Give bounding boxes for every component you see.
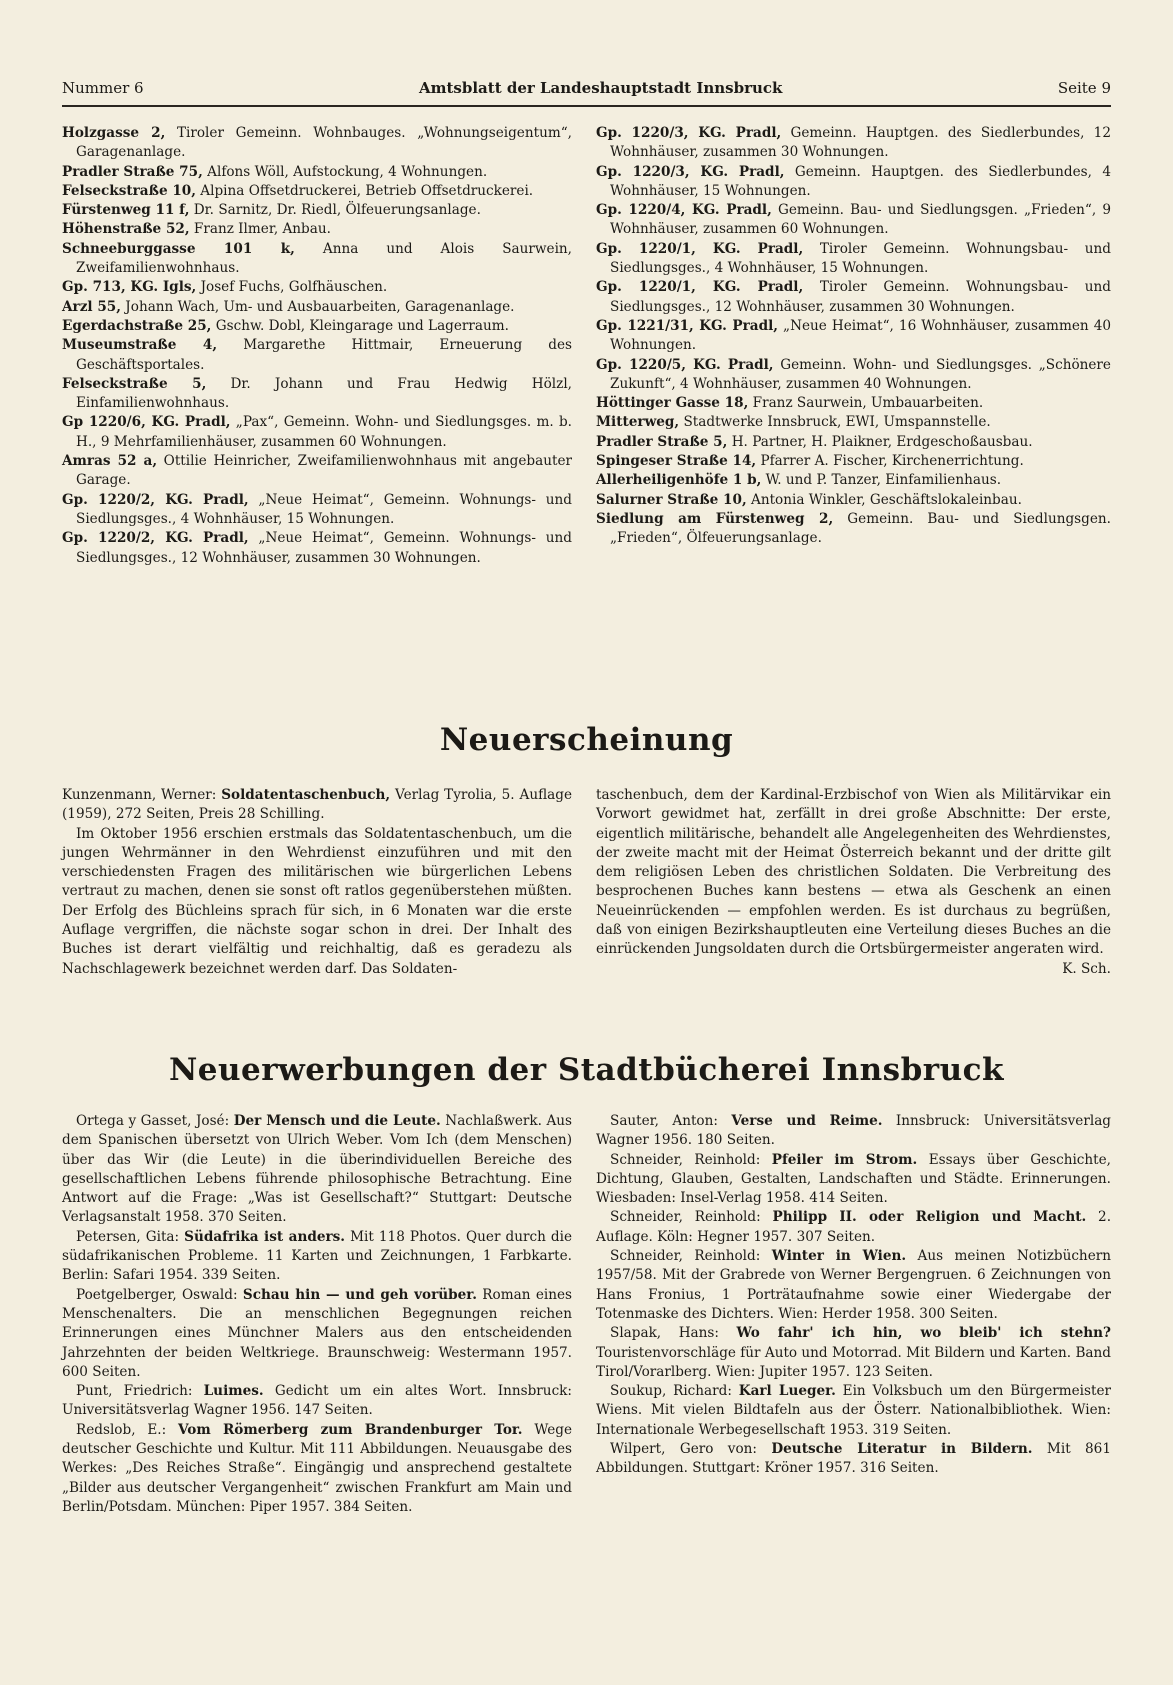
building-entry: Egerdachstraße 25, Gschw. Dobl, Kleingarage und Lagerraum. bbox=[62, 317, 509, 334]
building-entry: Schneeburggasse 101 k, Anna und Alois Saurwein, Zweifamilienwohnhaus. bbox=[62, 240, 572, 277]
neuerscheinung-right-column bbox=[596, 786, 1111, 979]
building-entry: Gp. 1220/3, KG. Pradl, Gemeinn. Hauptgen. des Siedlerbundes, 12 Wohnhäuser, zusammen 30 Wohnungen. bbox=[596, 125, 1111, 161]
building-entry: Pradler Straße 5, H. Partner, H. Plaikner, Erdgeschoßausbau. bbox=[596, 433, 1033, 450]
building-entry: Gp. 1220/1, KG. Pradl, Tiroler Gemeinn. Wohnungsbau- und Siedlungsges., 4 Wohnhäuser, 15 Wohnungen. bbox=[596, 240, 1111, 277]
acquisition-entry: Sauter, Anton: Verse und Reime. Innsbruck: Universitätsverlag Wagner 1956. 180 Seiten. bbox=[596, 1113, 1112, 1149]
page-header bbox=[62, 76, 1111, 100]
building-entry: Gp. 1220/5, KG. Pradl, Gemeinn. Wohn- und Siedlungsges. „Schönere Zukunft“, 4 Wohnhäuser, zusammen 40 Wohnungen. bbox=[596, 356, 1111, 392]
building-entry: Felseckstraße 10, Alpina Offsetdruckerei, Betrieb Offsetdruckerei. bbox=[62, 182, 534, 199]
building-entry: Siedlung am Fürstenweg 2, Gemeinn. Bau- und Siedlungsgen. „Frieden“, Ölfeuerungsanlage. bbox=[596, 510, 1111, 547]
building-entry: Gp. 1220/3, KG. Pradl, Gemeinn. Hauptgen. des Siedlerbundes, 4 Wohnhäuser, 15 Wohnungen. bbox=[596, 163, 1111, 199]
acquisitions-right-column bbox=[596, 1112, 1111, 1479]
building-left-column bbox=[62, 124, 572, 568]
acquisition-entry: Soukup, Richard: Karl Lueger. Ein Volksbuch um den Bürgermeister Wiens. Mit vielen Bildtafeln aus der Österr. Nationalbibliothek. Wien: Internationale Werbegesellschaft 1953. 319 Seiten. bbox=[596, 1383, 1111, 1438]
building-entry: Gp. 713, KG. Igls, Josef Fuchs, Golfhäuschen. bbox=[62, 279, 388, 296]
acquisition-entry: Schneider, Reinhold: Winter in Wien. Aus meinen Notizbüchern 1957/58. Mit der Grabrede von Werner Bergengruen. 6 Zeichnungen von Hans Fronius, 1 Porträtaufnahme sowie einer Wiedergabe der Totenmaske des Dichters. Wien: Herder 1958. 300 Seiten. bbox=[596, 1248, 1111, 1322]
building-entry: Höhenstraße 52, Franz Ilmer, Anbau. bbox=[62, 221, 331, 238]
acquisition-entry: Wilpert, Gero von: Deutsche Literatur in Bildern. Mit 861 Abbildungen. Stuttgart: Kröner 1957. 316 Seiten. bbox=[596, 1441, 1111, 1477]
building-entry: Gp. 1220/4, KG. Pradl, Gemeinn. Bau- und Siedlungsgen. „Frieden“, 9 Wohnhäuser, zusammen 60 Wohnungen. bbox=[596, 202, 1111, 238]
building-entry: Gp. 1220/2, KG. Pradl, „Neue Heimat“, Gemeinn. Wohnungs- und Siedlungsges., 4 Wohnhäuser, 15 Wohnungen. bbox=[62, 491, 572, 527]
acquisition-entry: Redslob, E.: Vom Römerberg zum Brandenburger Tor. Wege deutscher Geschichte und Kultur. Mit 111 Abbildungen. Neuausgabe des Werkes: „Des Reiches Straße“. Eingängig und ansprechend gestaltete „Bilder aus deutscher Vergangenheit“ zwischen Frankfurt am Main und Berlin/Potsdam. München: Piper 1957. 384 Seiten. bbox=[62, 1421, 573, 1515]
acquisition-entry: Petersen, Gita: Südafrika ist anders. Mit 118 Photos. Quer durch die südafrikanischen Probleme. 11 Karten und Zeichnungen, 1 Farbkarte. Berlin: Safari 1954. 339 Seiten. bbox=[62, 1228, 572, 1284]
building-entry: Gp. 1221/31, KG. Pradl, „Neue Heimat“, 16 Wohnhäuser, zusammen 40 Wohnungen. bbox=[596, 317, 1111, 354]
issue-number: Nummer 6 bbox=[62, 79, 144, 97]
review-paragraph: Im Oktober 1956 erschien erstmals das Soldatentaschenbuch, um die jungen Wehrmänner in den Wehrdienst einzuführen und mit den verschiedensten Fragen des militärischen wie bürgerlichen Lebens vertraut zu machen, denen sie sonst oft ratlos gegenüberstehen müßten. Der Erfolg des Büchleins sprach für sich, in 6 Monaten war die erste Auflage vergriffen, die nächste sogar schon in drei. Der Inhalt des Buches ist derart vielfältig und reichhaltig, daß es geradezu als Nachschlagewerk bezeichnet werden darf. Das Soldaten- bbox=[62, 825, 572, 977]
page-number: Seite 9 bbox=[1057, 79, 1111, 97]
building-entry: Gp. 1220/2, KG. Pradl, „Neue Heimat“, Gemeinn. Wohnungs- und Siedlungsges., 12 Wohnhäuser, zusammen 30 Wohnungen. bbox=[62, 530, 572, 566]
building-entry: Pradler Straße 75, Alfons Wöll, Aufstockung, 4 Wohnungen. bbox=[62, 163, 488, 180]
building-entry: Gp. 1220/1, KG. Pradl, Tiroler Gemeinn. Wohnungsbau- und Siedlungsges., 12 Wohnhäuser, zusammen 30 Wohnungen. bbox=[596, 279, 1111, 315]
section-title-neuerwerbungen: Neuerwerbungen der Stadtbücherei Innsbruck bbox=[168, 1052, 1005, 1088]
building-entry: Spingeser Straße 14, Pfarrer A. Fischer, Kirchenerrichtung. bbox=[596, 453, 1024, 470]
review-paragraph: taschenbuch, dem der Kardinal-Erzbischof von Wien als Militärvikar ein Vorwort gewidmet hat, zerfällt in drei große Abschnitte: Der erste, eigentlich militärische, behandelt alle Angelegenheiten des Wehrdienstes, der zweite macht mit der Heimat Österreich bekannt und der dritte gilt dem religiösen Leben des christlichen Soldaten. Die Verbreitung des besprochenen Buches kann bestens — etwa als Geschenk an einen Neueinrückenden — empfohlen werden. Es ist durchaus zu begrüßen, daß von einigen Bezirkshauptleuten eine Verteilung dieses Buches an die einrückenden Jungsoldaten durch die Ortsbürgermeister angeraten wird. K. Sch. bbox=[596, 786, 1111, 960]
acquisition-entry: Ortega y Gasset, José: Der Mensch und die Leute. Nachlaßwerk. Aus dem Spanischen übersetzt von Ulrich Weber. Vom Ich (dem Menschen) über das Wir (die Leute) in die überindividuellen Bereiche des gesellschaftlichen Lebens führende philosophische Betrachtung. Eine Antwort auf die Frage: „Was ist Gesellschaft?“ Stuttgart: Deutsche Verlagsanstalt 1958. 370 Seiten. bbox=[62, 1113, 573, 1226]
building-entry: Arzl 55, Johann Wach, Um- und Ausbauarbeiten, Garagenanlage. bbox=[62, 298, 515, 315]
building-entry: Gp 1220/6, KG. Pradl, „Pax“, Gemeinn. Wohn- und Siedlungsges. m. b. H., 9 Mehrfamilienhäuser, zusammen 60 Wohnungen. bbox=[62, 414, 572, 450]
building-entry: Mitterweg, Stadtwerke Innsbruck, EWI, Umspannstelle. bbox=[596, 414, 991, 431]
acquisition-entry: Schneider, Reinhold: Pfeiler im Strom. Essays über Geschichte, Dichtung, Glauben, Gestalten, Landschaften und Städte. Erinnerungen. Wiesbaden: Insel-Verlag 1958. 414 Seiten. bbox=[596, 1151, 1111, 1207]
acquisition-entry: Punt, Friedrich: Luimes. Gedicht um ein altes Wort. Innsbruck: Universitätsverlag Wagner 1956. 147 Seiten. bbox=[62, 1383, 572, 1419]
publication-title: Amtsblatt der Landeshauptstadt Innsbruck bbox=[418, 79, 783, 97]
building-entry: Felseckstraße 5, Dr. Johann und Frau Hedwig Hölzl, Einfamilienwohnhaus. bbox=[62, 375, 572, 412]
building-entry: Allerheiligenhöfe 1 b, W. und P. Tanzer, Einfamilienhaus. bbox=[596, 472, 1002, 489]
review-signature: K. Sch. bbox=[1062, 960, 1111, 977]
acquisition-entry: Slapak, Hans: Wo fahr' ich hin, wo bleib' ich stehn? Touristenvorschläge für Auto und Motorrad. Mit Bildern und Karten. Band Tirol/Vorarlberg. Wien: Jupiter 1957. 123 Seiten. bbox=[596, 1325, 1111, 1380]
building-right-column bbox=[596, 124, 1111, 549]
neuerscheinung-left-column bbox=[62, 786, 572, 979]
section-title-neuerscheinung: Neuerscheinung bbox=[439, 722, 734, 758]
building-entry: Fürstenweg 11 f, Dr. Sarnitz, Dr. Riedl, Ölfeuerungsanlage. bbox=[62, 202, 481, 219]
building-entry: Salurner Straße 10, Antonia Winkler, Geschäftslokaleinbau. bbox=[596, 491, 1022, 508]
building-entry: Holzgasse 2, Tiroler Gemeinn. Wohnbauges. „Wohnungseigentum“, Garagenanlage. bbox=[62, 125, 572, 161]
acquisition-entry: Poetgelberger, Oswald: Schau hin — und geh vorüber. Roman eines Menschenalters. Die an menschlichen Begegnungen reichen Erinnerungen eines Münchner Malers aus den entscheidenden Jahrzehnten der beiden Weltkriege. Braunschweig: Westermann 1957. 600 Seiten. bbox=[62, 1286, 572, 1380]
building-entry: Höttinger Gasse 18, Franz Saurwein, Umbauarbeiten. bbox=[596, 395, 984, 412]
acquisition-entry: Schneider, Reinhold: Philipp II. oder Religion und Macht. 2. Auflage. Köln: Hegner 1957. 307 Seiten. bbox=[596, 1209, 1112, 1245]
acquisitions-left-column bbox=[62, 1112, 572, 1517]
header-rule bbox=[62, 105, 1111, 107]
building-entry: Amras 52 a, Ottilie Heinricher, Zweifamilienwohnhaus mit angebauter Garage. bbox=[62, 453, 572, 489]
building-entry: Museumstraße 4, Margarethe Hittmair, Erneuerung des Geschäftsportales. bbox=[62, 337, 572, 373]
review-book-entry: Kunzenmann, Werner: Soldatentaschenbuch, Verlag Tyrolia, 5. Auflage (1959), 272 Seiten, Preis 28 Schilling. bbox=[62, 787, 572, 823]
